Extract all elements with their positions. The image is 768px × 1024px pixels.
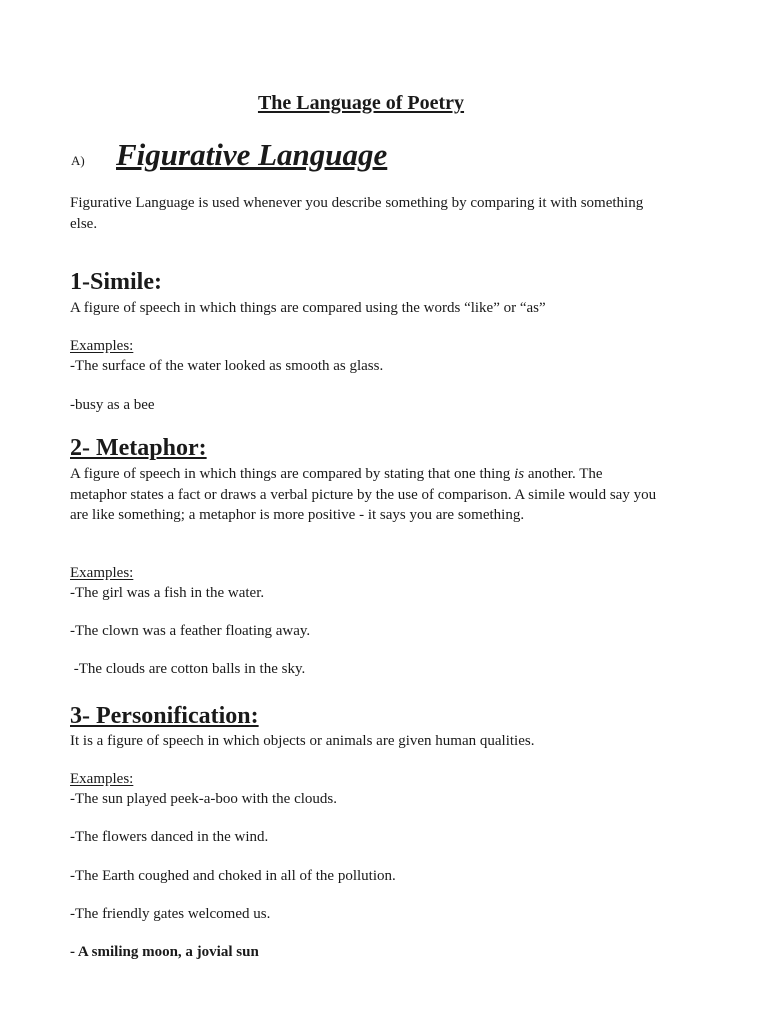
simile-definition: A figure of speech in which things are compared using the words “like” or “as” (70, 300, 546, 316)
simile-heading: 1-Simile: (70, 269, 162, 295)
personification-example: -The sun played peek-a-boo with the clouds. (70, 791, 338, 807)
metaphor-heading: 2- Metaphor: (70, 435, 207, 461)
simile-example: -busy as a bee (70, 397, 155, 413)
metaphor-definition-part: A figure of speech in which things are compared by stating that one thing (70, 466, 515, 482)
metaphor-example: -The girl was a fish in the water. (70, 585, 265, 601)
personification-example: -The Earth coughed and choked in all of the pollution. (70, 868, 396, 884)
personification-example: -The flowers danced in the wind. (70, 829, 269, 845)
document-title: The Language of Poetry (257, 92, 465, 114)
personification-definition: It is a figure of speech in which objects or animals are given human qualities. (70, 733, 535, 749)
simile-examples-label: Examples: (70, 338, 134, 354)
section-heading: Figurative Language (116, 137, 388, 172)
intro-paragraph: Figurative Language is used whenever you describe something by comparing it with something else. (70, 195, 644, 232)
personification-heading: 3- Personification: (70, 703, 259, 729)
metaphor-example: -The clouds are cotton balls in the sky. (70, 661, 306, 677)
personification-examples-label: Examples: (70, 771, 134, 787)
metaphor-definition-part: another. The metaphor states a fact or draws a verbal picture by the use of comparison. A simile would say you are like something; a metaphor is more positive - it says you are something. (70, 466, 657, 523)
metaphor-definition (70, 464, 660, 526)
simile-example: -The surface of the water looked as smooth as glass. (70, 358, 384, 374)
personification-bold-example: - A smiling moon, a jovial sun (70, 944, 259, 960)
metaphor-example: -The clown was a feather floating away. (70, 623, 311, 639)
section-marker: A) (71, 153, 85, 168)
metaphor-definition-emphasis: is (514, 466, 525, 482)
metaphor-examples-label: Examples: (70, 565, 134, 581)
personification-example: -The friendly gates welcomed us. (70, 906, 271, 922)
